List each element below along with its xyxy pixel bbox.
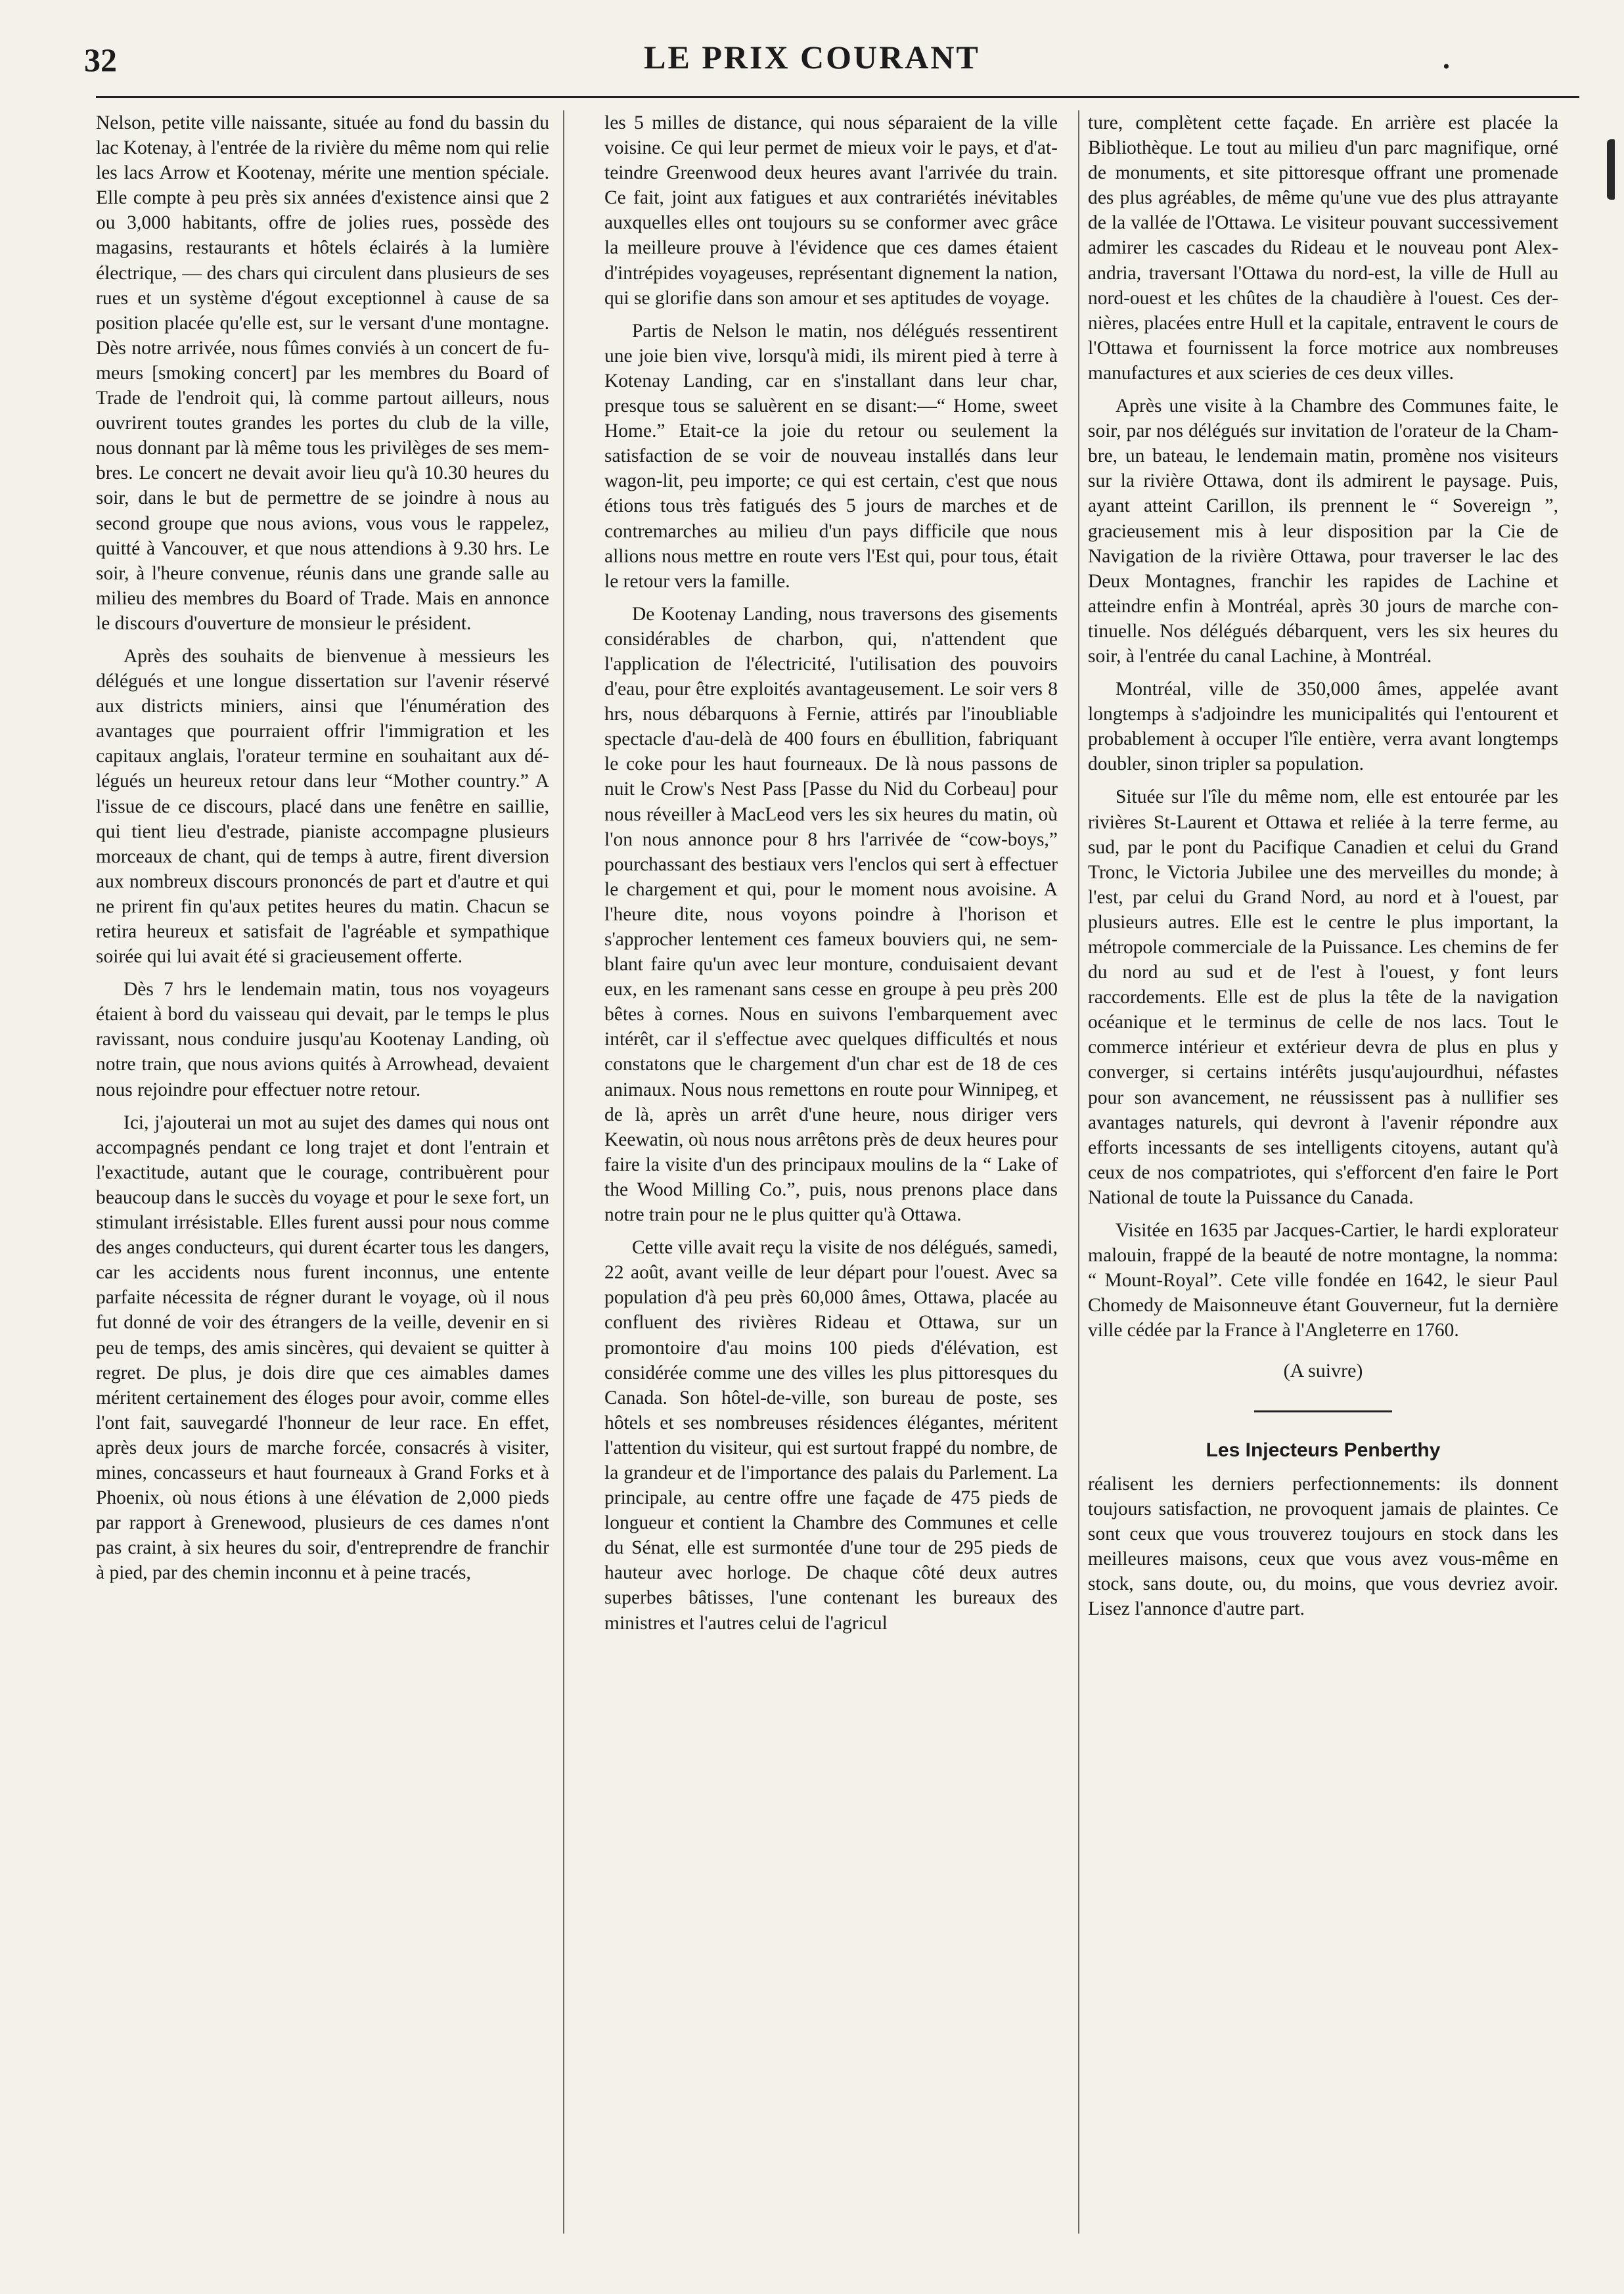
paragraph-partis: Partis de Nelson le matin, nos délégués ressentirent une joie bien vive, lorsqu'à midi, ils mirent pied à terre à Kotenay Landing, car en s'installant dans leur char, presque tous se saluèrent en se disant:—“ Home, sweet Home.” Etait-ce la joie du retour ou seulement la satisfaction de se voir de nouveau installés dans leur wagon-lit, peu importe; ce qui est certain, c'est que nous étions tous très fatigués des 5 jours de marches et de contremarches au milieu d'un pays difficile que nous allions nous mettre en route vers l'Est qui, pour tous, était le retour vers la famille.: [604, 320, 1058, 592]
column-rule-2: [1078, 110, 1079, 2234]
column-3: [1088, 110, 1558, 2252]
paragraph-facade: ture, complètent cette façade. En arrière est placée la Bibliothèque. Le tout au milieu d'un parc magnifique, orné de monuments, et site pittoresque offrant une promenade des plus agréables, de même qu'une vue des plus attrayante de la vallée de l'Ottawa. Le visiteur pouvant successivement admirer les cascades du Rideau et le nouveau pont Alexandria, traversant l'Ottawa du nord-est, la ville de Hull au nord-ouest et les chûtes de la chaudière à l'ouest. Ces dernières, placées entre Hull et la capitale, entravent le cours de l'Ottawa et fournissent la force motrice aux nombreuses manufactures et aux scieries de ces deux villes.: [1088, 112, 1558, 384]
column-rule-1: [563, 110, 564, 2234]
advert-heading: Les Injecteurs Penberthy: [1206, 1439, 1441, 1461]
column-2: [604, 110, 1058, 2252]
paragraph-visitee: Visitée en 1635 par Jacques-Cartier, le hardi explorateur malouin, frappé de la beauté de notre montagne, la nomma: “ Mount-Royal”. Cete ville fondée en 1642, le sieur Paul Chomedy de Maisonneuve étant Gouverneur, fut la dernière ville cédée par la France à l'Angleterre en 1760.: [1088, 1220, 1558, 1341]
paragraph-souhaits: Après des souhaits de bienvenue à messieurs les délégués et une longue dissertation sur l'avenir réservé aux districts miniers, ainsi que l'énumération des avantages que pourraient offrir l'immigration et les capitaux anglais, l'orateur termine en souhaitant aux délégués un heureux retour dans leur “Mother country.” A l'issue de ce discours, placé dans une fenêtre en saillie, qui tient lieu d'estrade, pianiste accompagne plusieurs morceaux de chant, qui de temps à autre, firent diversion aux nombreux discours prononcés de part et d'autre et qui ne prirent fin qu'aux petites heures du matin. Chacun se retira heureux et satisfait de l'agréable et sympathique soirée qui lui avait été si gracieusement offerte.: [96, 645, 549, 968]
paragraph-nelson: Nelson, petite ville naissante, située au fond du bassin du lac Kotenay, à l'entrée de la rivière du même nom qui relie les lacs Arrow et Kootenay, mérite une mention spéciale. Elle compte à peu près six années d'existence ainsi que 2 ou 3,000 habitants, offre de jolies rues, possède des magasins, restaurants et hôtels éclairés à la lumière électrique, — des chars qui circulent dans plusieurs de ses rues et un système d'égout exceptionnel à cause de sa position placée qu'elle est, sur le versant d'une montagne. Dès notre arrivée, nous fûmes conviés à un concert de fumeurs [smoking concert] par les membres du Board of Trade de l'endroit qui, là comme partout ailleurs, nous ouvrirent toutes grandes les portes du club de la ville, nous donnant par là même tous les privilèges de ses membres. Le concert ne devait avoir lieu qu'à 10.30 heures du soir, dans le but de permettre de se joindre à nous au second groupe que nous avions, vous vous le rappelez, quitté à Vancouver, et que nous attendions à 9.30 hrs. Le soir, à l'heure convenue, réunis dans une grande salle au milieu des membres du Board of Trade. Mais en annonce le discours d'ouverture de monsieur le président.: [96, 112, 549, 634]
running-title: LE PRIX COURANT: [644, 39, 980, 76]
paragraph-dames: Ici, j'ajouterai un mot au sujet des dames qui nous ont accompagnés pendant ce long trajet et dont l'entrain et l'exactitude, autant que le courage, contribuèrent pour beaucoup dans le succès du voyage et pour le sexe fort, un stimulant irrésistable. Elles furent aussi pour nous comme des anges conducteurs, qui durent écarter tous les dangers, car les accidents nous furent inconnus, une entente parfaite nécessita de régner durant le voyage, où il nous fut donné de voir des étrangers de la veille, devenir en si peu de temps, des amis sincères, qui devaient se quitter à regret. De plus, je dois dire que ces aimables dames méritent certainement des éloges pour avoir, comme elles l'ont fait, sauvegardé l'honneur de leur race. En effet, après deux jours de marche forcée, consacrés à visiter, mines, concasseurs et haut fourneaux à Grand Forks et à Phoenix, où nous étions à une élévation de 2,000 pieds par rapport à Grenewood, plusieurs de ces dames n'ont pas craint, à six heures du soir, d'entreprendre de franchir à pied, par des chemin inconnu et à peine tracés,: [96, 1112, 549, 1584]
paragraph-kootenay-landing: De Kootenay Landing, nous traversons des gisements considérables de charbon, qui, n'attendent que l'application de l'électricité, l'utilisation des pouvoirs d'eau, pour être exploités avantageusement. Le soir vers 8 hrs, nous débarquons à Fernie, attirés par l'inoubliable spectacle d'au-delà de 400 fours en ébullition, fabriquant le coke pour les haut fourneaux. De là nous passons de nuit le Crow's Nest Pass [Passe du Nid du Corbeau] pour nous réveiller à MacLeod vers les six heures du matin, où l'on nous annonce pour 8 hrs l'arrivée de “cow-boys,” pourchassant des bestiaux vers l'enclos qui sert à effectuer le chargement et qui, pour le moment nous avoisine. A l'heure dite, nous voyons poindre à l'horison et s'approcher lentement ces fameux bouviers qui, ne semblant faire qu'un avec leur monture, conduisaient devant eux, en les ramenant sans cesse en groupe à peu près 200 bêtes à cornes. Nous en suivons l'embarquement avec intérêt, car il s'effectue avec quelques difficultés et nous constatons que le chargement d'un char est de 18 de ces animaux. Nous nous remettons en route pour Winnipeg, et de là, après un arrêt d'une heure, nous diriger vers Keewatin, où nous nous arrêtons près de deux heures pour faire la visite d'un des principaux moulins de la “ Lake of the Wood Milling Co.”, puis, nous prenons place dans notre train pour ne le plus quitter qu'à Ottawa.: [604, 603, 1058, 1226]
header-rule: [96, 96, 1579, 98]
margin-mark: [1607, 139, 1615, 200]
a-suivre: (A suivre): [1283, 1359, 1363, 1382]
column-1: [96, 110, 549, 2252]
advert-body: réalisent les derniers perfectionnements: ils donnent toujours satisfaction, ne provoquent jamais de plaintes. Ce sont ceux que vous trouverez toujours en stock dans les meilleures maisons, ceux que vous avez vous-même en stock, sans doute, ou, du moins, que vous devriez avoir. Lisez l'annonce d'autre part.: [1088, 1473, 1558, 1619]
header-dot: .: [1443, 43, 1450, 75]
paragraph-montreal: Montréal, ville de 350,000 âmes, appelée avant longtemps à s'adjoindre les municipalités qui l'entourent et probablement à occuper l'île entière, verra avant longtemps doubler, sinon tripler sa population.: [1088, 679, 1558, 775]
advert-rule: [1254, 1410, 1392, 1412]
page-number: 32: [84, 41, 117, 78]
paragraph-situee: Située sur l'île du même nom, elle est entourée par les rivières St-Laurent et Ottawa et reliée à la terre ferme, au sud, par le pont du Pacifique Canadien et celui du Grand Tronc, le Victoria Jubilee une des merveilles du monde; à l'est, par celui du Grand Nord, au nord et à l'ouest, par plusieurs autres. Elle est le centre le plus important, la métropole commerciale de la Puissance. Les chemins de fer du nord au sud et de l'est à l'ouest, y font leurs raccordements. Elle est de plus la tête de la navigation océanique et le terminus de celle de nos lacs. Tout le commerce intérieur et extérieur devra de plus en plus y converger, si certains intérêts jusqu'aujourdhui, néfastes pour son avancement, ne réussissent pas à nullifier ses avantages naturels, qui devront à l'avenir répondre aux efforts incessants de ses intelligents citoyens, autant qu'à ceux de nos compatriotes, qui s'efforcent d'en faire le Port National de toute la Puissance du Canada.: [1088, 786, 1558, 1208]
paragraph-ottawa: Cette ville avait reçu la visite de nos délégués, samedi, 22 août, avant veille de leur départ pour l'ouest. Avec sa population d'à peu près 60,000 âmes, Ottawa, placée au confluent des rivières Rideau et Ottawa, sur un promontoire d'au moins 100 pieds d'élévation, est considérée comme une des villes les plus pittoresques du Canada. Son hôtel-de-ville, son bureau de poste, ses hôtels et ses nombreuses résidences élégantes, méritent l'attention du visiteur, qui est surtout frappé du nombre, de la grandeur et de l'importance des palais du Parlement. La principale, au centre offre une façade de 475 pieds de longueur et contient la Chambre des Communes et celle du Sénat, elle est surmontée d'une tour de 295 pieds de hauteur avec horloge. De chaque côté deux autres superbes bâtisses, l'une contenant les bureaux des ministres et l'autres celui de l'agricul: [604, 1237, 1058, 1634]
paragraph-lendemain: Dès 7 hrs le lendemain matin, tous nos voyageurs étaient à bord du vaisseau qui devait, par le temps le plus ravissant, nous conduire jusqu'au Kootenay Landing, où notre train, que nous avions quités à Arrowhead, devaient nous rejoindre pour effectuer notre retour.: [96, 979, 549, 1100]
paragraph-milles: les 5 milles de distance, qui nous séparaient de la ville voisine. Ce qui leur permet de mieux voir le pays, et d'atteindre Greenwood deux heures avant l'arrivée du train. Ce fait, joint aux fatigues et aux contrariétés inévitables auxquelles elles ont toujours su se conformer avec grâce la meilleure prouve à l'évidence que ces dames étaient d'intrépides voyageuses, représentant dignement la nation, qui se glorifie dans son amour et ses aptitudes de voyage.: [604, 112, 1058, 309]
paragraph-communes: Après une visite à la Chambre des Communes faite, le soir, par nos délégués sur invitation de l'orateur de la Chambre, un bateau, le lendemain matin, promène nos visiteurs sur la rivière Ottawa, dont ils admirent le paysage. Puis, ayant atteint Carillon, ils prennent le “ Sovereign ”, gracieusement mis à leur disposition par la Cie de Navigation de la rivière Ottawa, pour traverser le lac des Deux Montagnes, franchir les rapides de Lachine et atteindre enfin à Montréal, après 30 jours de marche continuelle. Nos délégués débarquent, vers les six heures du soir, à l'entrée du canal Lachine, à Montréal.: [1088, 395, 1558, 667]
